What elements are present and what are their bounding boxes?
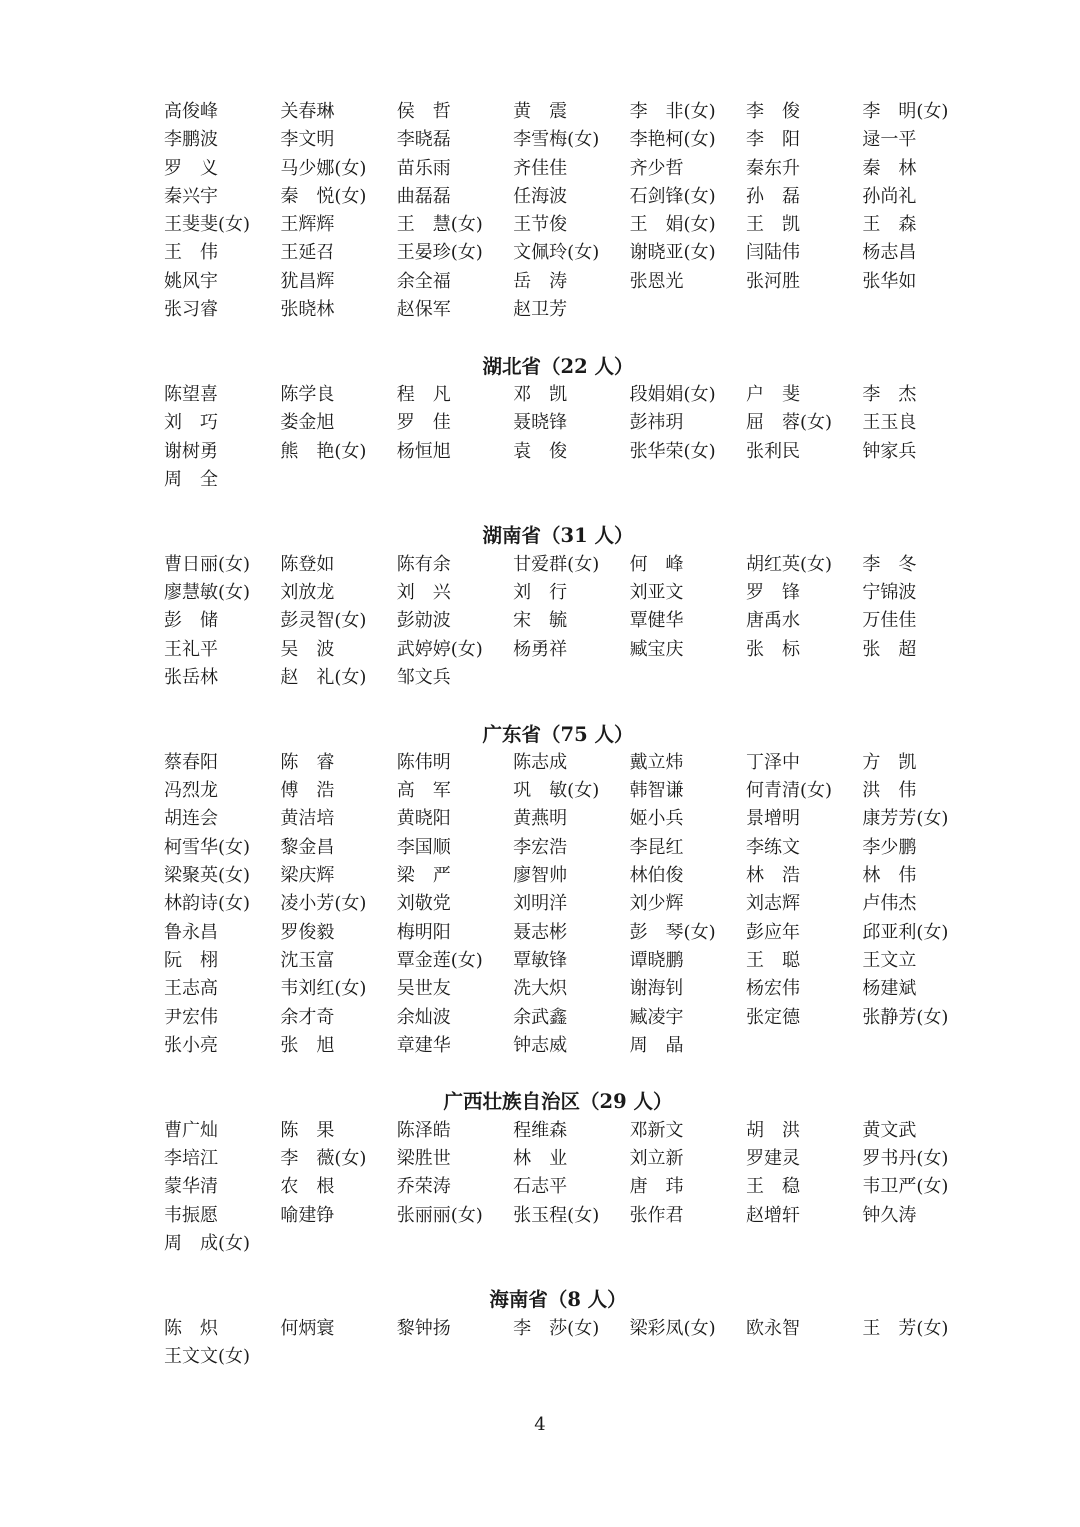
person-name: 王玉良 <box>862 412 917 434</box>
person-name: 张晓林 <box>280 299 335 321</box>
person-name: 韦卫严(女) <box>862 1176 949 1198</box>
person-name: 喻建铮 <box>280 1204 335 1226</box>
person-name: 陈望喜 <box>164 383 218 405</box>
person-name: 孙尚礼 <box>862 185 917 207</box>
person-name: 唐禹水 <box>745 610 800 632</box>
person-name: 鲁永昌 <box>164 921 218 943</box>
person-name: 沈玉富 <box>280 949 335 971</box>
person-name: 吴 波 <box>280 638 335 660</box>
person-name: 林 业 <box>513 1147 568 1169</box>
person-name: 王志高 <box>164 978 218 1000</box>
name-row <box>164 98 964 126</box>
section-spacer <box>164 324 964 352</box>
name-row <box>164 1032 964 1060</box>
name-row <box>164 579 964 607</box>
person-name: 张静芳(女) <box>862 1006 949 1028</box>
person-name: 方 凯 <box>862 751 917 773</box>
person-name: 张恩光 <box>629 270 684 292</box>
person-name: 凌小芳(女) <box>280 893 367 915</box>
person-name: 黄晓阳 <box>396 808 451 830</box>
person-name: 黎金昌 <box>280 836 335 858</box>
person-name: 李 非(女) <box>629 101 716 122</box>
name-row <box>164 919 964 947</box>
person-name: 彭祎玥 <box>629 412 684 434</box>
person-name: 李少鹏 <box>862 836 917 858</box>
person-name: 黄 震 <box>513 101 568 122</box>
person-name: 林 浩 <box>745 865 800 887</box>
person-name: 阮 栩 <box>164 949 218 971</box>
person-name: 陈伟明 <box>396 751 451 773</box>
person-name: 程 凡 <box>396 383 451 405</box>
person-name: 杨恒旭 <box>396 440 451 462</box>
person-name: 王晏珍(女) <box>396 242 483 264</box>
name-row <box>164 805 964 833</box>
person-name: 闫陆伟 <box>745 242 800 264</box>
person-name: 段娟娟(女) <box>629 383 716 405</box>
person-name: 邱亚利(女) <box>862 921 949 943</box>
person-name: 陈 睿 <box>280 751 335 773</box>
person-name: 王斐斐(女) <box>164 214 251 236</box>
person-name: 关春琳 <box>280 101 335 122</box>
section-heading: 湖北省（22 人） <box>482 354 634 378</box>
person-name: 彭勍波 <box>396 610 451 632</box>
name-row <box>164 1202 964 1230</box>
person-name: 张玉程(女) <box>513 1204 600 1226</box>
person-name: 余武鑫 <box>513 1006 568 1028</box>
section-heading: 湖南省（31 人） <box>482 524 634 548</box>
person-name: 马少娜(女) <box>280 157 367 179</box>
section-heading: 广西壮族自治区（29 人） <box>443 1090 673 1114</box>
person-name: 秦兴宇 <box>164 185 218 207</box>
person-name: 农 根 <box>280 1176 335 1198</box>
person-name: 石剑锋(女) <box>629 185 716 207</box>
person-name: 陈泽皓 <box>396 1119 451 1141</box>
name-row <box>164 183 964 211</box>
person-name: 戴立炜 <box>629 751 684 773</box>
name-list-document <box>164 98 964 1371</box>
person-name: 景增明 <box>745 808 800 830</box>
person-name: 邓 凯 <box>513 383 568 405</box>
person-name: 钟家兵 <box>862 440 917 462</box>
person-name: 巩 敏(女) <box>513 780 600 802</box>
name-row <box>164 834 964 862</box>
person-name: 陈 炽 <box>164 1317 218 1339</box>
person-name: 乔荣涛 <box>396 1176 451 1198</box>
province-section <box>164 692 964 1060</box>
person-name: 胡 洪 <box>745 1119 800 1141</box>
person-name: 韩智谦 <box>629 780 684 802</box>
person-name: 姬小兵 <box>629 808 684 830</box>
person-name: 章建华 <box>396 1034 451 1056</box>
person-name: 彭 储 <box>164 610 218 632</box>
person-name: 刘立新 <box>629 1147 684 1169</box>
person-name: 罗建灵 <box>745 1147 800 1169</box>
person-name: 林伯俊 <box>629 865 684 887</box>
person-name: 冯烈龙 <box>164 780 218 802</box>
person-name: 高 军 <box>396 780 451 802</box>
person-name: 赵保军 <box>396 299 451 321</box>
province-section <box>164 494 964 692</box>
person-name: 齐少哲 <box>629 157 684 179</box>
person-name: 钟志威 <box>513 1034 568 1056</box>
person-name: 张小亮 <box>164 1034 218 1056</box>
person-name: 彭应年 <box>745 921 800 943</box>
person-name: 余灿波 <box>396 1006 451 1028</box>
person-name: 周 晶 <box>629 1034 684 1056</box>
person-name: 宁锦波 <box>862 582 917 604</box>
person-name: 周 成(女) <box>164 1232 251 1254</box>
person-name: 罗书丹(女) <box>862 1147 949 1169</box>
person-name: 冼大炽 <box>513 978 568 1000</box>
person-name: 刘志辉 <box>745 893 800 915</box>
person-name: 石志平 <box>513 1176 568 1198</box>
person-name: 李 杰 <box>862 383 917 405</box>
person-name: 梁彩凤(女) <box>629 1317 716 1339</box>
person-name: 刘敬党 <box>396 893 451 915</box>
person-name: 李 薇(女) <box>280 1147 367 1169</box>
name-row <box>164 749 964 777</box>
person-name: 张习睿 <box>164 299 218 321</box>
person-name: 唐 玮 <box>629 1176 684 1198</box>
person-name: 卢伟杰 <box>862 893 917 915</box>
page-number: 4 <box>534 1414 546 1435</box>
name-row <box>164 777 964 805</box>
person-name: 刘 行 <box>513 582 568 604</box>
person-name: 李练文 <box>745 836 800 858</box>
person-name: 王文立 <box>862 949 917 971</box>
name-row <box>164 239 964 267</box>
name-row <box>164 438 964 466</box>
person-name: 陈登如 <box>280 553 335 575</box>
person-name: 刘放龙 <box>280 582 335 604</box>
name-row <box>164 381 964 409</box>
name-row <box>164 975 964 1003</box>
person-name: 罗 佳 <box>396 412 451 434</box>
person-name: 王 芳(女) <box>862 1317 949 1339</box>
person-name: 杨勇祥 <box>513 638 568 660</box>
person-name: 谢晓亚(女) <box>629 242 716 264</box>
person-name: 犹昌辉 <box>280 270 335 292</box>
person-name: 梁 严 <box>396 865 451 887</box>
person-name: 臧凌宇 <box>629 1006 684 1028</box>
person-name: 文佩玲(女) <box>513 242 600 264</box>
name-row <box>164 155 964 183</box>
person-name: 李晓磊 <box>396 129 451 151</box>
person-name: 刘少辉 <box>629 893 684 915</box>
person-name: 何炳寰 <box>280 1317 335 1339</box>
section-heading: 广东省（75 人） <box>482 722 634 746</box>
name-row <box>164 409 964 437</box>
name-row <box>164 636 964 664</box>
person-name: 陈有余 <box>396 553 451 575</box>
person-name: 李文明 <box>280 129 335 151</box>
person-name: 廖慧敏(女) <box>164 582 251 604</box>
person-name: 罗 义 <box>164 157 218 179</box>
person-name: 邓新文 <box>629 1119 684 1141</box>
person-name: 覃健华 <box>629 610 684 632</box>
person-name: 姚风宇 <box>164 270 218 292</box>
name-row <box>164 551 964 579</box>
section-heading: 海南省（8 人） <box>489 1288 627 1312</box>
person-name: 秦东升 <box>745 157 800 179</box>
person-name: 王 慧(女) <box>396 214 483 236</box>
person-name: 韦刘红(女) <box>280 978 367 1000</box>
name-row <box>164 664 964 692</box>
person-name: 洪 伟 <box>862 780 917 802</box>
person-name: 王文文(女) <box>164 1346 251 1368</box>
person-name: 王 森 <box>862 214 917 236</box>
person-name: 邹文兵 <box>396 666 451 688</box>
person-name: 刘明洋 <box>513 893 568 915</box>
person-name: 高俊峰 <box>164 101 218 122</box>
person-name: 何青清(女) <box>745 780 832 802</box>
person-name: 李国顺 <box>396 836 451 858</box>
name-row <box>164 1315 964 1343</box>
person-name: 张丽丽(女) <box>396 1204 483 1226</box>
person-name: 谢树勇 <box>164 440 218 462</box>
province-section <box>164 1258 964 1371</box>
person-name: 李鹏波 <box>164 129 218 151</box>
person-name: 万佳佳 <box>862 610 917 632</box>
person-name: 户 斐 <box>745 383 800 405</box>
person-name: 甘爱群(女) <box>513 553 600 575</box>
name-row <box>164 1343 964 1371</box>
name-row <box>164 466 964 494</box>
person-name: 韦振愿 <box>164 1204 218 1226</box>
person-name: 梁胜世 <box>396 1147 451 1169</box>
section-spacer <box>164 1060 964 1088</box>
person-name: 王延召 <box>280 242 335 264</box>
person-name: 梅明阳 <box>396 921 451 943</box>
person-name: 柯雪华(女) <box>164 836 251 858</box>
person-name: 曲磊磊 <box>396 185 451 207</box>
person-name: 臧宝庆 <box>629 638 684 660</box>
name-row <box>164 268 964 296</box>
person-name: 张华荣(女) <box>629 440 716 462</box>
person-name: 张利民 <box>745 440 800 462</box>
person-name: 张定德 <box>745 1006 800 1028</box>
person-name: 谭晓鹏 <box>629 949 684 971</box>
person-name: 林 伟 <box>862 865 917 887</box>
person-name: 曹广灿 <box>164 1119 218 1141</box>
person-name: 罗 锋 <box>745 582 800 604</box>
person-name: 张 超 <box>862 638 917 660</box>
person-name: 李 冬 <box>862 553 917 575</box>
person-name: 康芳芳(女) <box>862 808 949 830</box>
person-name: 廖智帅 <box>513 865 568 887</box>
person-name: 赵卫芳 <box>513 299 568 321</box>
person-name: 秦 悦(女) <box>280 185 367 207</box>
person-name: 李 明(女) <box>862 101 949 122</box>
name-row <box>164 890 964 918</box>
person-name: 王 伟 <box>164 242 218 264</box>
person-name: 黎钟扬 <box>396 1317 451 1339</box>
name-row <box>164 1117 964 1145</box>
name-row <box>164 1230 964 1258</box>
person-name: 李 俊 <box>745 101 800 122</box>
person-name: 杨建斌 <box>862 978 917 1000</box>
person-name: 罗俊毅 <box>280 921 335 943</box>
name-row <box>164 296 964 324</box>
person-name: 周 全 <box>164 468 218 490</box>
person-name: 屈 蓉(女) <box>745 412 832 434</box>
person-name: 杨志昌 <box>862 242 917 264</box>
province-section <box>164 324 964 494</box>
person-name: 王 稳 <box>745 1176 800 1198</box>
person-name: 陈学良 <box>280 383 335 405</box>
person-name: 赵 礼(女) <box>280 666 367 688</box>
person-name: 钟久涛 <box>862 1204 917 1226</box>
person-name: 李艳柯(女) <box>629 129 716 151</box>
name-row <box>164 126 964 154</box>
person-name: 胡红英(女) <box>745 553 832 575</box>
person-name: 陈志成 <box>513 751 568 773</box>
person-name: 黄燕明 <box>513 808 568 830</box>
person-name: 宋 毓 <box>513 610 568 632</box>
person-name: 彭 琴(女) <box>629 921 716 943</box>
person-name: 李雪梅(女) <box>513 129 600 151</box>
person-name: 王 娟(女) <box>629 214 716 236</box>
person-name: 丁泽中 <box>745 751 800 773</box>
section-spacer <box>164 494 964 522</box>
person-name: 武婷婷(女) <box>396 638 483 660</box>
person-name: 李昆红 <box>629 836 684 858</box>
person-name: 覃敏锋 <box>513 949 568 971</box>
person-name: 袁 俊 <box>513 440 568 462</box>
person-name: 吴世友 <box>396 978 451 1000</box>
person-name: 尹宏伟 <box>164 1006 218 1028</box>
person-name: 张作君 <box>629 1204 684 1226</box>
person-name: 傅 浩 <box>280 780 335 802</box>
person-name: 陈 果 <box>280 1119 335 1141</box>
person-name: 刘亚文 <box>629 582 684 604</box>
name-row <box>164 862 964 890</box>
person-name: 张河胜 <box>745 270 800 292</box>
person-name: 李宏浩 <box>513 836 568 858</box>
person-name: 张岳林 <box>164 666 218 688</box>
person-name: 聂志彬 <box>513 921 568 943</box>
name-row <box>164 947 964 975</box>
section-spacer <box>164 1258 964 1286</box>
person-name: 侯 哲 <box>396 101 451 122</box>
person-name: 何 峰 <box>629 553 684 575</box>
person-name: 任海波 <box>513 185 568 207</box>
person-name: 胡连会 <box>164 808 218 830</box>
person-name: 程维森 <box>513 1119 568 1141</box>
name-row <box>164 1004 964 1032</box>
person-name: 刘 巧 <box>164 412 218 434</box>
person-name: 黄文武 <box>862 1119 917 1141</box>
person-name: 黄洁培 <box>280 808 335 830</box>
person-name: 李 阳 <box>745 129 800 151</box>
name-row <box>164 1173 964 1201</box>
person-name: 王 凯 <box>745 214 800 236</box>
person-name: 彭灵智(女) <box>280 610 367 632</box>
name-row <box>164 607 964 635</box>
name-row <box>164 1145 964 1173</box>
person-name: 梁聚英(女) <box>164 865 251 887</box>
person-name: 蔡春阳 <box>164 751 218 773</box>
person-name: 杨宏伟 <box>745 978 800 1000</box>
person-name: 欧永智 <box>745 1317 800 1339</box>
person-name: 齐佳佳 <box>513 157 568 179</box>
person-name: 王辉辉 <box>280 214 335 236</box>
person-name: 林韵诗(女) <box>164 893 251 915</box>
person-name: 王节俊 <box>513 214 568 236</box>
person-name: 王 聪 <box>745 949 800 971</box>
person-name: 岳 涛 <box>513 270 568 292</box>
section-spacer <box>164 692 964 720</box>
person-name: 逯一平 <box>862 129 917 151</box>
person-name: 王礼平 <box>164 638 218 660</box>
person-name: 张 标 <box>745 638 800 660</box>
person-name: 李培江 <box>164 1147 218 1169</box>
province-section <box>164 1060 964 1258</box>
person-name: 蒙华清 <box>164 1176 218 1198</box>
province-section <box>164 98 964 324</box>
person-name: 苗乐雨 <box>396 157 451 179</box>
person-name: 覃金莲(女) <box>396 949 483 971</box>
person-name: 张华如 <box>862 270 917 292</box>
person-name: 赵增轩 <box>745 1204 800 1226</box>
person-name: 聂晓锋 <box>513 412 568 434</box>
person-name: 熊 艳(女) <box>280 440 367 462</box>
person-name: 刘 兴 <box>396 582 451 604</box>
person-name: 余才奇 <box>280 1006 335 1028</box>
person-name: 余全福 <box>396 270 451 292</box>
person-name: 孙 磊 <box>745 185 800 207</box>
person-name: 谢海钊 <box>629 978 684 1000</box>
person-name: 娄金旭 <box>280 412 335 434</box>
person-name: 梁庆辉 <box>280 865 335 887</box>
person-name: 李 莎(女) <box>513 1317 600 1339</box>
person-name: 张 旭 <box>280 1034 335 1056</box>
person-name: 秦 林 <box>862 157 917 179</box>
person-name: 曹日丽(女) <box>164 553 251 575</box>
name-row <box>164 211 964 239</box>
